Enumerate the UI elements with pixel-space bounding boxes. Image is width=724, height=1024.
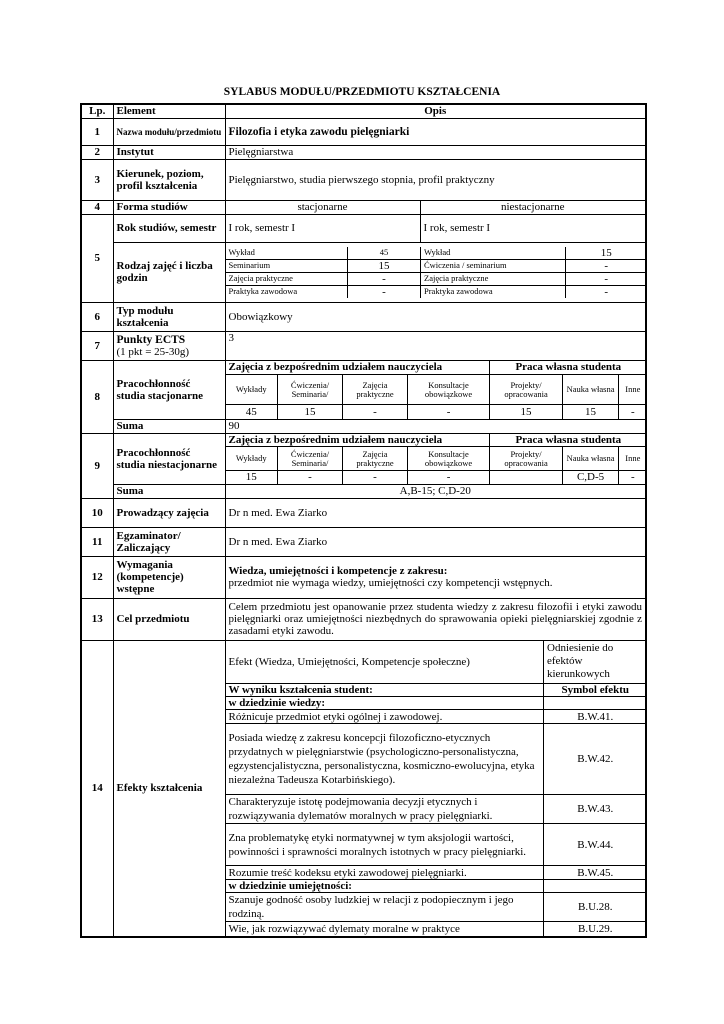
workload-col: Projekty/ opracowania: [490, 447, 563, 471]
header-lp: Lp.: [81, 104, 113, 118]
outcome-text: Zna problematykę etyki normatywnej w tym aksjologii wartości, powinności i sprawności moralnych istotnych w pracy pielęgniarki.: [226, 824, 544, 866]
workload-col: Projekty/ opracowania: [490, 375, 563, 405]
learning-outcomes: [225, 640, 646, 937]
workload-value: -: [408, 471, 490, 484]
class-type: Wykład: [226, 247, 348, 260]
module-type-value: Obowiązkowy: [225, 302, 646, 331]
outcomes-head-right: Odniesienie do efektów kierunkowych: [544, 641, 647, 684]
workload-col: Ćwiczenia/ Seminaria/: [278, 375, 343, 405]
lecturer-value: Dr n med. Ewa Ziarko: [225, 498, 646, 527]
form-stationary: stacjonarne: [225, 200, 420, 214]
class-type: Ćwiczenia / seminarium: [421, 259, 566, 272]
row-number: 9: [81, 433, 113, 498]
workload-value: 15: [563, 405, 619, 419]
outcome-text: Posiada wiedzę z zakresu koncepcji filozoficzno-etycznych przydatnych w pielęgniarstwie (psychologiczno-personalistyczna, egzystencjalistyczna, personalistyczna, kosmiczno-ewolucyjna, etyka niezależna Tadeusza Kotarbińskiego).: [226, 724, 544, 795]
year-non-stationary: I rok, semestr I: [420, 214, 646, 242]
class-type: Zajęcia praktyczne: [421, 272, 566, 285]
outcomes-sub-right: Symbol efektu: [544, 684, 647, 697]
prerequisites-title: Wiedza, umiejętności i kompetencje z zakresu:: [228, 565, 448, 577]
row-number: 3: [81, 159, 113, 200]
class-hours-value: -: [348, 272, 421, 285]
row-label: [113, 331, 225, 360]
row-label: Egzaminator/ Zaliczający: [113, 527, 225, 556]
workload-col: Ćwiczenia/ Seminaria/: [278, 447, 343, 471]
row-number: 6: [81, 302, 113, 331]
workload-value: -: [619, 405, 646, 419]
workload-value: -: [278, 471, 343, 484]
row-number: 12: [81, 556, 113, 598]
workload-col: Konsultacje obowiązkowe: [408, 447, 490, 471]
workload-value: 15: [278, 405, 343, 419]
workload-col: Konsultacje obowiązkowe: [408, 375, 490, 405]
objective-value: Celem przedmiotu jest opanowanie przez studenta wiedzy z zakresu filozofii i etyki zawodu pielęgniarki oraz umiejętności niezbędnych do sprawowania opieki pielęgniarskiej zgodnie z zasadami etyki zawodu.: [225, 598, 646, 640]
workload-col: Wykłady: [226, 447, 278, 471]
examiner-value: Dr n med. Ewa Ziarko: [225, 527, 646, 556]
outcome-text: Charakteryzuje istotę podejmowania decyzji etycznych i rozwiązywania dylematów moralnych w pracy pielęgniarki.: [226, 795, 544, 824]
row-label: Instytut: [113, 145, 225, 159]
row-number: 13: [81, 598, 113, 640]
suma-label: Suma: [113, 484, 225, 498]
prerequisites-value: [225, 556, 646, 598]
outcome-symbol: B.U.29.: [544, 922, 647, 936]
workload-col: Zajęcia praktyczne: [343, 375, 408, 405]
outcome-text: Różnicuje przedmiot etyki ogólnej i zawodowej.: [226, 710, 544, 724]
class-type: Seminarium: [226, 259, 348, 272]
workload-value: -: [343, 471, 408, 484]
outcome-symbol: B.U.28.: [544, 893, 647, 922]
institute-value: Pielęgniarstwa: [225, 145, 646, 159]
class-hours-value: -: [566, 259, 647, 272]
header-opis: Opis: [225, 104, 646, 118]
workload-group-self: Praca własna studenta: [490, 361, 646, 375]
class-type: Praktyka zawodowa: [226, 285, 348, 298]
row-label: Cel przedmiotu: [113, 598, 225, 640]
row-label: Typ modułu kształcenia: [113, 302, 225, 331]
workload-value: 45: [226, 405, 278, 419]
ects-note: (1 pkt = 25-30g): [116, 345, 189, 358]
workload-value: -: [619, 471, 646, 484]
suma-value: A,B-15; C,D-20: [225, 484, 646, 498]
course-name: Filozofia i etyka zawodu pielęgniarki: [225, 118, 646, 145]
row-number: 8: [81, 360, 113, 433]
outcome-symbol: B.W.44.: [544, 824, 647, 866]
header-element: Element: [113, 104, 225, 118]
class-hours-value: 15: [566, 247, 647, 260]
row-number: 5: [81, 214, 113, 302]
workload-value: -: [343, 405, 408, 419]
row-label: Efekty kształcenia: [113, 640, 225, 937]
outcomes-sub-left: W wyniku kształcenia student:: [226, 684, 544, 697]
row-label: Rok studiów, semestr: [113, 214, 225, 242]
row-label: Pracochłonność studia stacjonarne: [113, 360, 225, 419]
row-number: 11: [81, 527, 113, 556]
class-type: Praktyka zawodowa: [421, 285, 566, 298]
class-hours-value: -: [566, 285, 647, 298]
knowledge-section: w dziedzinie wiedzy:: [226, 697, 544, 710]
row-number: 10: [81, 498, 113, 527]
row-label: Wymagania (kompetencje) wstępne: [113, 556, 225, 598]
workload-col: Nauka własna: [563, 447, 619, 471]
workload-col: Wykłady: [226, 375, 278, 405]
row-label: Prowadzący zajęcia: [113, 498, 225, 527]
empty-cell: [544, 697, 647, 710]
outcome-text: Wie, jak rozwiązywać dylematy moralne w praktyce: [226, 922, 544, 936]
class-type: Zajęcia praktyczne: [226, 272, 348, 285]
class-hours-value: -: [348, 285, 421, 298]
workload-group-teacher: Zajęcia z bezpośrednim udziałem nauczyciela: [226, 361, 490, 375]
row-label: Forma studiów: [113, 200, 225, 214]
class-hours: [225, 242, 646, 302]
workload-group-self: Praca własna studenta: [490, 434, 646, 447]
row-label: Nazwa modułu/przedmiotu: [113, 118, 225, 145]
field-value: Pielęgniarstwo, studia pierwszego stopnia, profil praktyczny: [225, 159, 646, 200]
workload-value: 15: [226, 471, 278, 484]
class-hours-value: -: [566, 272, 647, 285]
workload-col: Inne: [619, 375, 646, 405]
row-label: Pracochłonność studia niestacjonarne: [113, 433, 225, 484]
workload-col: Nauka własna: [563, 375, 619, 405]
row-label: Rodzaj zajęć i liczba godzin: [113, 242, 225, 302]
empty-cell: [544, 880, 647, 893]
row-number: 7: [81, 331, 113, 360]
outcome-symbol: B.W.42.: [544, 724, 647, 795]
workload-group-teacher: Zajęcia z bezpośrednim udziałem nauczyciela: [226, 434, 490, 447]
outcome-text: Rozumie treść kodeksu etyki zawodowej pielęgniarki.: [226, 866, 544, 880]
workload-col: Zajęcia praktyczne: [343, 447, 408, 471]
form-non-stationary: niestacjonarne: [420, 200, 646, 214]
workload-col: Inne: [619, 447, 646, 471]
page-title: SYLABUS MODUŁU/PRZEDMIOTU KSZTAŁCENIA: [223, 86, 501, 98]
row-label: Kierunek, poziom, profil kształcenia: [113, 159, 225, 200]
class-hours-value: 15: [348, 259, 421, 272]
row-number: 14: [81, 640, 113, 937]
syllabus-table: [80, 103, 647, 938]
year-stationary: I rok, semestr I: [225, 214, 420, 242]
workload-value: -: [408, 405, 490, 419]
ects-label: Punkty ECTS: [116, 333, 186, 346]
suma-value: 90: [225, 419, 646, 433]
row-number: 2: [81, 145, 113, 159]
workload-value: [490, 471, 563, 484]
workload-value: C,D-5: [563, 471, 619, 484]
skills-section: w dziedzinie umiejętności:: [226, 880, 544, 893]
workload-value: 15: [490, 405, 563, 419]
class-hours-value: 45: [348, 247, 421, 260]
prerequisites-text: przedmiot nie wymaga wiedzy, umiejętności czy kompetencji wstępnych.: [228, 577, 553, 589]
outcome-symbol: B.W.45.: [544, 866, 647, 880]
outcome-text: Szanuje godność osoby ludzkiej w relacji z podopiecznym i jego rodziną.: [226, 893, 544, 922]
class-type: Wykład: [421, 247, 566, 260]
workload-non-stationary: [225, 433, 646, 484]
outcome-symbol: B.W.43.: [544, 795, 647, 824]
row-number: 4: [81, 200, 113, 214]
suma-label: Suma: [113, 419, 225, 433]
ects-value: 3: [225, 331, 646, 360]
workload-stationary: [225, 360, 646, 419]
row-number: 1: [81, 118, 113, 145]
outcome-symbol: B.W.41.: [544, 710, 647, 724]
outcomes-head-left: Efekt (Wiedza, Umiejętności, Kompetencje społeczne): [226, 641, 544, 684]
